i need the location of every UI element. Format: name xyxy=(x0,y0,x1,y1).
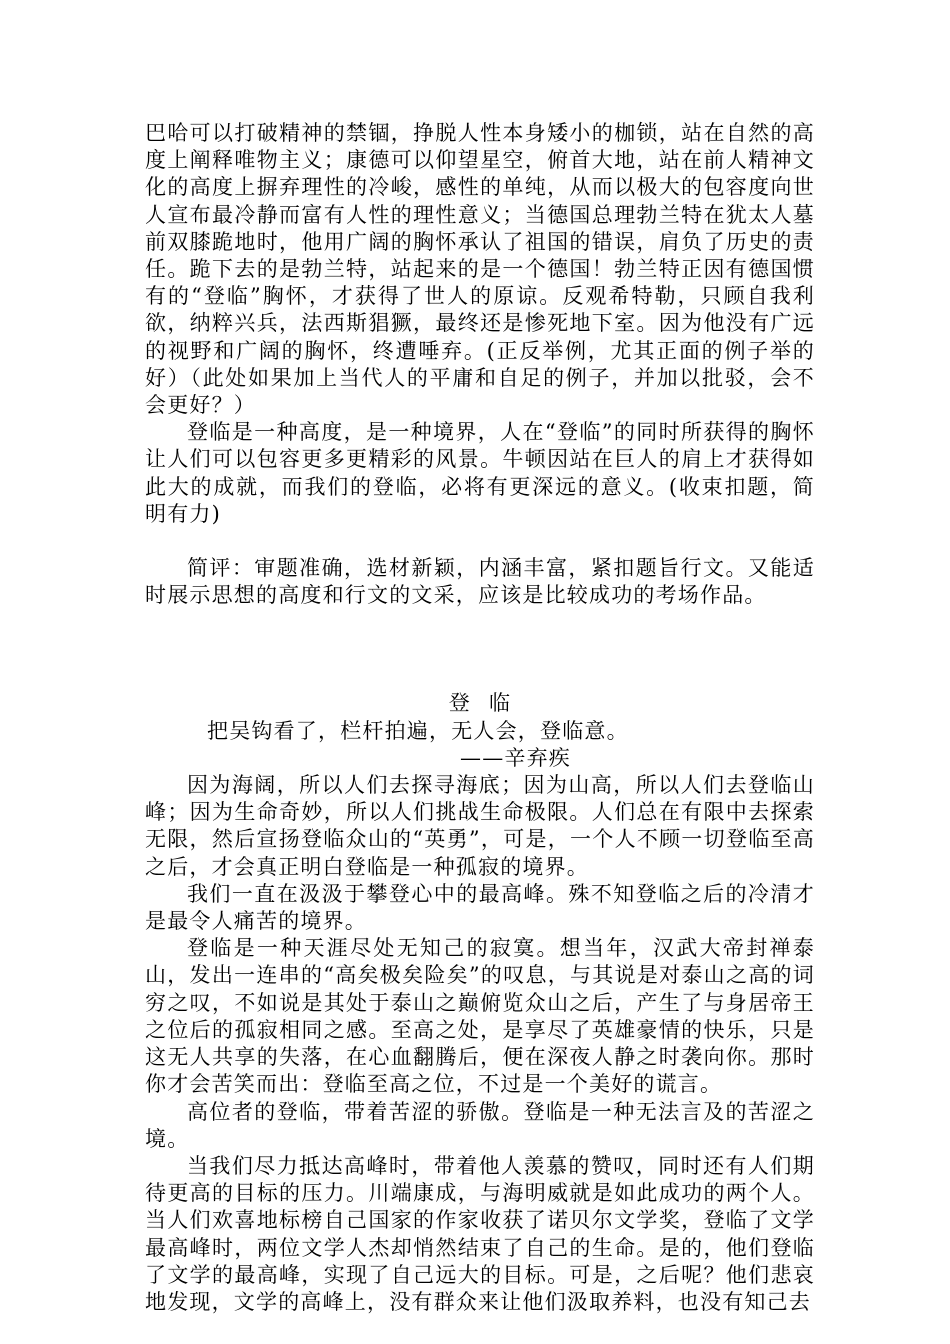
essay-paragraph: 高位者的登临，带着苦涩的骄傲。登临是一种无法言及的苦涩之境。 xyxy=(145,1099,815,1151)
spacer xyxy=(145,528,815,555)
essay-title-char-2: 临 xyxy=(489,691,512,716)
essay-paragraph: 因为海阔，所以人们去探寻海底；因为山高，所以人们去登临山峰；因为生命奇妙，所以人们挑战生命极限。人们总在有限中去探索无限，然后宣扬登临众山的“英勇”，可是，一个人不顾一切登临至高之后，才会真正明白登临是一种孤寂的境界。 xyxy=(145,773,815,879)
review-comment: 简评：审题准确，选材新颖，内涵丰富，紧扣题旨行文。又能适时展示思想的高度和行文的文采，应该是比较成功的考场作品。 xyxy=(145,556,815,608)
document-page xyxy=(145,120,815,1316)
paragraph-examples: 巴哈可以打破精神的禁锢，挣脱人性本身矮小的枷锁，站在自然的高度上阐释唯物主义；康德可以仰望星空，俯首大地，站在前人精神文化的高度上摒弃理性的冷峻，感性的单纯，从而以极大的包容度向世人宣布最冷静而富有人性的理性意义；当德国总理勃兰特在犹太人墓前双膝跪地时，他用广阔的胸怀承认了祖国的错误，肩负了历史的责任。跪下去的是勃兰特，站起来的是一个德国！勃兰特正因有德国惯有的“登临”胸怀，才获得了世人的原谅。反观希特勒，只顾自我利欲，纳粹兴兵，法西斯猖獗，最终还是惨死地下室。因为他没有广远的视野和广阔的胸怀，终遭唾弃。(正反举例，尤其正面的例子举的好）（此处如果加上当代人的平庸和自足的例子，并加以批驳，会不会更好？） xyxy=(145,121,815,418)
paragraph-conclusion: 登临是一种高度，是一种境界，人在“登临”的同时所获得的胸怀让人们可以包容更多更精彩的风景。牛顿因站在巨人的肩上才获得如此大的成就，而我们的登临，必将有更深远的意义。(收束扣题，简明有力) xyxy=(145,420,815,526)
epigraph-author: ——辛弃疾 xyxy=(460,745,571,770)
essay-title-char-1: 登 xyxy=(448,691,471,716)
epigraph: 把吴钩看了，栏杆拍遍，无人会，登临意。 xyxy=(207,718,629,743)
essay-paragraph: 登临是一种天涯尽处无知己的寂寞。想当年，汉武大帝封禅泰山，发出一连串的“高矣极矣险矣”的叹息，与其说是对泰山之高的词穷之叹，不如说是其处于泰山之巅俯览众山之后，产生了与身居帝王之位后的孤寂相同之感。至高之处，是享尽了英雄豪情的快乐，只是这无人共享的失落，在心血翻腾后，便在深夜人静之时袭向你。那时你才会苦笑而出：登临至高之位，不过是一个美好的谎言。 xyxy=(145,936,815,1097)
essay-paragraph: 我们一直在汲汲于攀登心中的最高峰。殊不知登临之后的冷清才是最令人痛苦的境界。 xyxy=(145,881,815,934)
spacer xyxy=(145,609,815,690)
essay-title xyxy=(145,690,815,717)
essay-paragraph: 当我们尽力抵达高峰时，带着他人羡慕的赞叹，同时还有人们期待更高的目标的压力。川端康成，与海明威就是如此成功的两个人。当人们欢喜地标榜自己国家的作家收获了诺贝尔文学奖，登临了文学最高峰时，两位文学人杰却悄然结束了自己的生命。是的，他们登临了文学的最高峰，实现了自己远大的目标。可是，之后呢？他们悲哀地发现，文学的高峰上，没有群众来让他们汲取养料，也没有知己去 xyxy=(145,1153,815,1314)
